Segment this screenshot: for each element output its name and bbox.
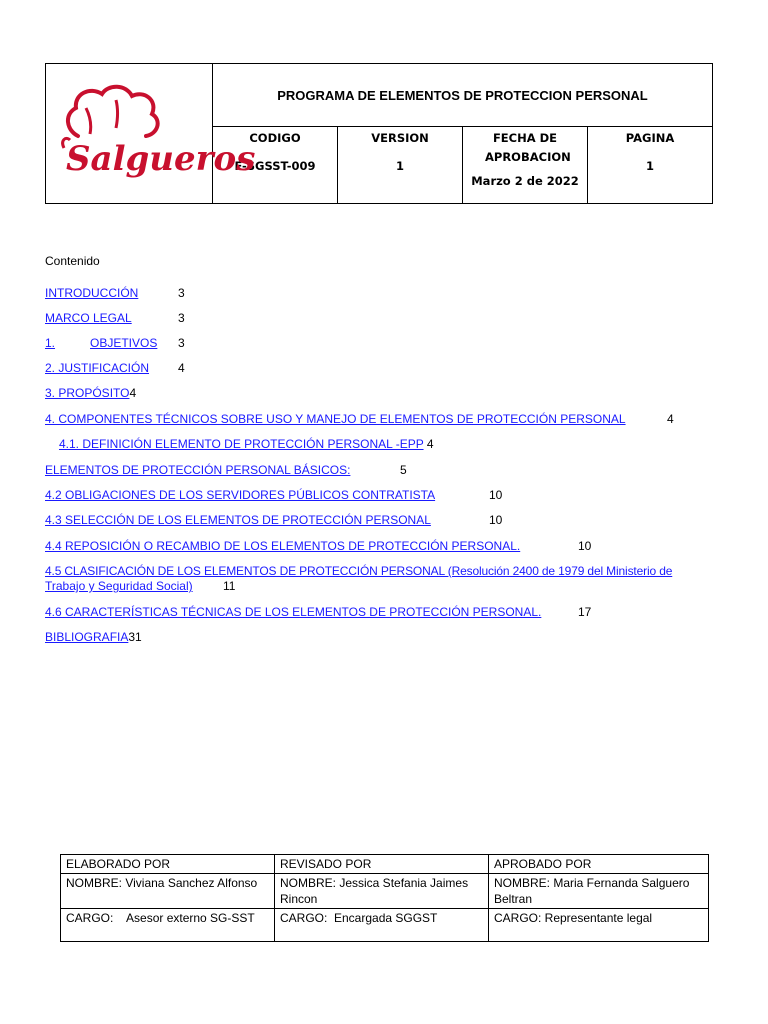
reviewed-by-header: REVISADO POR [275,855,489,874]
toc-link[interactable]: 4.3 SELECCIÓN DE LOS ELEMENTOS DE PROTECCIÓN PERSONAL [45,513,431,527]
toc-item[interactable] [45,463,407,477]
elaborated-by-header: ELABORADO POR [61,855,275,874]
toc-link[interactable]: 4.6 CARACTERÍSTICAS TÉCNICAS DE LOS ELEMENTOS DE PROTECCIÓN PERSONAL. [45,605,542,619]
toc-link[interactable]: ELEMENTOS DE PROTECCIÓN PERSONAL BÁSICOS: [45,463,351,477]
toc-link[interactable]: 3. PROPÓSITO [45,386,130,400]
toc-item[interactable] [45,539,592,553]
toc-link[interactable]: INTRODUCCIÓN [45,286,139,300]
toc-link[interactable]: 4. COMPONENTES TÉCNICOS SOBRE USO Y MANEJO DE ELEMENTOS DE PROTECCIÓN PERSONAL [45,412,626,426]
page-value: 1 [645,159,654,173]
approved-by-header: APROBADO POR [489,855,709,874]
toc-page-number: 17 [578,605,592,619]
toc-link[interactable]: OBJETIVOS [90,336,158,350]
toc-link[interactable]: BIBLIOGRAFIA [45,630,129,644]
toc-link[interactable]: MARCO LEGAL [45,311,132,325]
toc-link[interactable]: Trabajo y Seguridad Social) [45,579,193,593]
svg-text:Salgueros: Salgueros [66,139,256,179]
approval-date-value: Marzo 2 de 2022 [471,174,579,188]
toc-page-number: 11 [223,579,236,593]
toc-item[interactable] [45,488,503,502]
salgueros-logo [56,78,256,188]
elaborated-by-name: NOMBRE: Viviana Sanchez Alfonso [61,874,275,909]
version-cell [338,127,463,204]
toc-page-number: 5 [400,463,407,477]
toc-page-number: 10 [489,513,503,527]
toc-page-number: 3 [178,286,185,300]
approved-by-name: NOMBRE: Maria Fernanda Salguero Beltran [489,874,709,909]
toc-link[interactable]: 4.5 CLASIFICACIÓN DE LOS ELEMENTOS DE PROTECCIÓN PERSONAL (Resolución 2400 de 1979 del Ministerio de [45,564,673,578]
logo-cell [46,64,256,204]
toc-link[interactable]: 4.2 OBLIGACIONES DE LOS SERVIDORES PÚBLICOS CONTRATISTA [45,488,436,502]
toc-page-number: 4 [129,386,137,400]
chef-hat-icon [56,78,256,188]
version-value: 1 [395,159,404,173]
toc-item[interactable] [45,286,185,300]
contents-heading: Contenido [45,254,100,268]
approval-date-cell [463,127,588,204]
version-label: VERSION [371,131,429,145]
toc-page-number: 10 [489,488,503,502]
toc-page-number: 3 [178,311,185,325]
toc-page-number: 31 [128,630,142,644]
page-label: PAGINA [625,131,675,145]
toc-link[interactable]: 4.4 REPOSICIÓN O RECAMBIO DE LOS ELEMENTOS DE PROTECCIÓN PERSONAL. [45,539,521,553]
code-label: CODIGO [249,131,301,145]
elaborated-by-role: CARGO: Asesor externo SG-SST [61,909,275,942]
toc-item[interactable] [45,361,185,375]
toc-item[interactable] [45,630,142,644]
document-header-table [45,63,713,204]
toc-page-number: 4 [667,412,674,426]
reviewed-by-role: CARGO: Encargada SGGST [275,909,489,942]
toc-page-number: 3 [178,336,185,350]
toc-page-number: 4 [426,437,434,451]
toc-item[interactable] [45,386,136,400]
reviewed-by-name: NOMBRE: Jessica Stefania Jaimes Rincon [275,874,489,909]
approval-date-label: FECHA DE APROBACION [485,131,571,164]
toc-item[interactable] [45,412,674,426]
toc-item-continued[interactable] [45,579,236,593]
toc-item[interactable] [45,605,592,619]
document-title: PROGRAMA DE ELEMENTOS DE PROTECCION PERSONAL [213,64,713,127]
toc-item[interactable] [45,564,672,578]
toc-item[interactable] [45,513,503,527]
toc-item[interactable] [45,311,185,325]
code-value: F-SGSST-009 [234,159,316,173]
toc-page-number: 4 [178,361,185,375]
toc-link[interactable]: 2. JUSTIFICACIÓN [45,361,150,375]
signatures-table [60,854,709,942]
toc-item[interactable] [45,336,185,350]
page-cell [588,127,713,204]
toc-item[interactable] [59,437,434,451]
toc-page-number: 10 [578,539,592,553]
toc-link-number[interactable]: 1. [45,336,56,350]
approved-by-role: CARGO: Representante legal [489,909,709,942]
toc-link[interactable]: 4.1. DEFINICIÓN ELEMENTO DE PROTECCIÓN PERSONAL -EPP [59,437,424,451]
